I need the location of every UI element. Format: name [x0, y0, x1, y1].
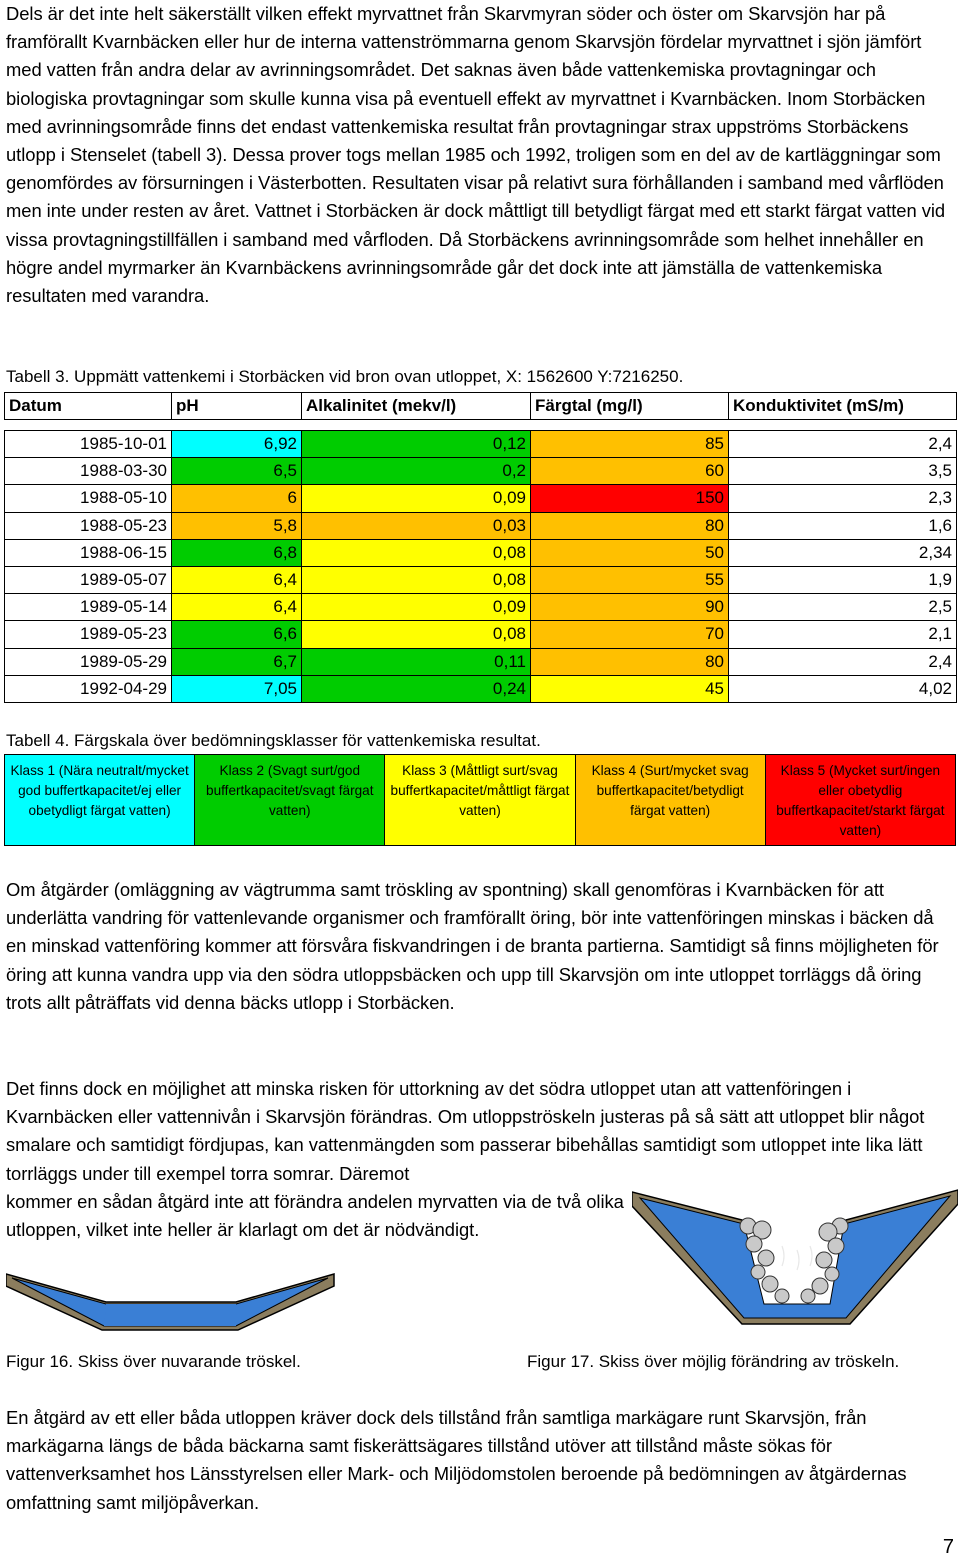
proposed-threshold-sketch — [632, 1186, 958, 1342]
body-paragraph-2: Om åtgärder (omläggning av vägtrumma samt tröskling av spontning) skall genomföras i Kvarnbäcken för att underlätta vandring för vattenlevande organismer och framförallt öring, bör inte vattenföringen minskas i bäcken då en minskad vattenföring kommer att försvåra fiskvandringen i de branta partierna. Samtidigt så finns möjligheten för öring att kunna vandra upp via den södra utloppsbäcken och upp till Skarvsjön om inte utloppet torrläggs då öring trots allt påträffats vid denna bäcks utlopp i Storbäcken. — [6, 879, 939, 1013]
ph-cell: 6,4 — [172, 566, 302, 593]
fargtal-cell: 80 — [531, 512, 729, 539]
fargtal-cell: 85 — [531, 431, 729, 458]
ph-cell: 6 — [172, 485, 302, 512]
table-row — [5, 566, 957, 593]
date-cell: 1989-05-07 — [5, 566, 172, 593]
header-fargtal: Färgtal (mg/l) — [531, 393, 729, 420]
figure17-caption: Figur 17. Skiss över möjlig förändring av tröskeln. — [527, 1352, 900, 1371]
ph-cell: 6,8 — [172, 539, 302, 566]
spacer-cell — [172, 420, 302, 431]
header-alkalinitet: Alkalinitet (mekv/l) — [302, 393, 531, 420]
header-konduktivitet: Konduktivitet (mS/m) — [729, 393, 957, 420]
class-5-cell: Klass 5 (Mycket surt/ingen eller obetydlig buffertkapacitet/starkt färgat vatten) — [765, 755, 955, 846]
date-cell: 1988-06-15 — [5, 539, 172, 566]
table-row — [5, 458, 957, 485]
date-cell: 1992-04-29 — [5, 675, 172, 702]
body-paragraph: Dels är det inte helt säkerställt vilken effekt myrvattnet från Skarvmyran söder och öster om Skarvsjön har på framförallt Kvarnbäcken eller hur de interna vattenströmmarna genom Skarvsjön fördelar myrvattnet i sjön jämfört med vatten från andra delar av avrinningsområdet. Det saknas även både vattenkemiska provtagningar och biologiska provtagningar som skulle kunna visa på eventuell effekt av myrvattnet i Kvarnbäcken. Inom Storbäcken med avrinningsområde finns det endast vattenkemiska resultat från provtagningar strax uppströms Storbäckens utlopp i Stenselet (tabell 3). Dessa prover togs mellan 1985 och 1992, troligen som en del av de kartläggningar som genomfördes av försurningen i Västerbotten. Resultaten visar på relativt sura förhållanden i samband med vårflöden men inte under resten av året. Vattnet i Storbäcken är dock måttligt till betydligt färgat med ett starkt färgat vatten vid vissa provtagningstillfällen i samband med vårfloden. Då Storbäckens avrinningsområde som helhet innehåller en högre andel myrmarker än Kvarnbäckens avrinningsområde går det dock inte att jämställa de vattenkemiska resultaten med varandra. — [6, 3, 946, 307]
alkalinitet-cell: 0,24 — [302, 675, 531, 702]
spacer-cell — [531, 420, 729, 431]
color-scale-table — [4, 754, 956, 846]
water-chemistry-table — [4, 392, 957, 703]
date-cell: 1985-10-01 — [5, 431, 172, 458]
table-row — [5, 431, 957, 458]
alkalinitet-cell: 0,08 — [302, 566, 531, 593]
class-3-cell: Klass 3 (Måttligt surt/svag buffertkapacitet/måttligt färgat vatten) — [385, 755, 575, 846]
current-threshold-sketch — [6, 1272, 336, 1342]
konduktivitet-cell: 3,5 — [729, 458, 957, 485]
class-2-cell: Klass 2 (Svagt surt/god buffertkapacitet/svagt färgat vatten) — [195, 755, 385, 846]
alkalinitet-cell: 0,12 — [302, 431, 531, 458]
table-spacer-row — [5, 420, 957, 431]
alkalinitet-cell: 0,08 — [302, 621, 531, 648]
date-cell: 1989-05-14 — [5, 594, 172, 621]
fargtal-cell: 60 — [531, 458, 729, 485]
date-cell: 1988-03-30 — [5, 458, 172, 485]
spacer-cell — [729, 420, 957, 431]
page-number: 7 — [942, 1536, 954, 1558]
konduktivitet-cell: 2,4 — [729, 431, 957, 458]
ph-cell: 6,92 — [172, 431, 302, 458]
ph-cell: 7,05 — [172, 675, 302, 702]
table-row — [5, 539, 957, 566]
table-row — [5, 621, 957, 648]
fargtal-cell: 55 — [531, 566, 729, 593]
ph-cell: 6,7 — [172, 648, 302, 675]
date-cell: 1989-05-23 — [5, 621, 172, 648]
ph-cell: 6,6 — [172, 621, 302, 648]
fargtal-cell: 45 — [531, 675, 729, 702]
spacer-cell — [302, 420, 531, 431]
figure16-caption: Figur 16. Skiss över nuvarande tröskel. — [6, 1352, 301, 1371]
table-row — [5, 512, 957, 539]
fargtal-cell: 70 — [531, 621, 729, 648]
konduktivitet-cell: 2,3 — [729, 485, 957, 512]
fargtal-cell: 80 — [531, 648, 729, 675]
konduktivitet-cell: 1,6 — [729, 512, 957, 539]
header-ph: pH — [172, 393, 302, 420]
date-cell: 1989-05-29 — [5, 648, 172, 675]
table-header-row — [5, 393, 957, 420]
alkalinitet-cell: 0,2 — [302, 458, 531, 485]
date-cell: 1988-05-10 — [5, 485, 172, 512]
table-row — [5, 648, 957, 675]
date-cell: 1988-05-23 — [5, 512, 172, 539]
konduktivitet-cell: 1,9 — [729, 566, 957, 593]
class-4-cell: Klass 4 (Surt/mycket svag buffertkapacitet/betydligt färgat vatten) — [575, 755, 765, 846]
fargtal-cell: 150 — [531, 485, 729, 512]
fargtal-cell: 90 — [531, 594, 729, 621]
konduktivitet-cell: 2,5 — [729, 594, 957, 621]
spacer-cell — [5, 420, 172, 431]
ph-cell: 6,5 — [172, 458, 302, 485]
alkalinitet-cell: 0,09 — [302, 594, 531, 621]
alkalinitet-cell: 0,09 — [302, 485, 531, 512]
alkalinitet-cell: 0,08 — [302, 539, 531, 566]
class-1-cell: Klass 1 (Nära neutralt/mycket god buffertkapacitet/ej eller obetydligt färgat vatten) — [5, 755, 195, 846]
body-paragraph-3: Det finns dock en möjlighet att minska risken för uttorkning av det södra utloppet utan att vattenföringen i Kvarnbäcken eller vattennivån i Skarvsjön förändras. Om utloppströskeln justeras på så sätt att utloppet blir något smalare och samtidigt fördjupas, kan vattenmängden som passerar bibehållas samtidigt som utloppet inte lika lätt torrläggs under till exempel torra somrar. Däremot — [6, 1078, 925, 1184]
table-row — [5, 485, 957, 512]
ph-cell: 5,8 — [172, 512, 302, 539]
alkalinitet-cell: 0,03 — [302, 512, 531, 539]
konduktivitet-cell: 4,02 — [729, 675, 957, 702]
ph-cell: 6,4 — [172, 594, 302, 621]
body-paragraph-4: En åtgärd av ett eller båda utloppen kräver dock dels tillstånd från samtliga markägare runt Skarvsjön, från markägarna längs de båda bäckarna samt fiskerättsägares tillstånd utöver att tillstånd måste sökas för vattenverksamhet hos Länsstyrelsen eller Mark- och Miljödomstolen beroende på bedömningen av åtgärdernas omfattning samt miljöpåverkan. — [6, 1407, 907, 1513]
fargtal-cell: 50 — [531, 539, 729, 566]
body-paragraph-3-continued: kommer en sådan åtgärd inte att förändra andelen myrvatten via de två olika utloppen, vilket inte heller är klarlagt om det är nödvändigt. — [6, 1191, 624, 1241]
header-datum: Datum — [5, 393, 172, 420]
konduktivitet-cell: 2,1 — [729, 621, 957, 648]
alkalinitet-cell: 0,11 — [302, 648, 531, 675]
table-row — [5, 675, 957, 702]
table4-caption: Tabell 4. Färgskala över bedömningsklasser för vattenkemiska resultat. — [6, 731, 541, 750]
table3-caption: Tabell 3. Uppmätt vattenkemi i Storbäcken vid bron ovan utloppet, X: 1562600 Y:7216250. — [6, 367, 684, 386]
konduktivitet-cell: 2,4 — [729, 648, 957, 675]
konduktivitet-cell: 2,34 — [729, 539, 957, 566]
table-row — [5, 594, 957, 621]
